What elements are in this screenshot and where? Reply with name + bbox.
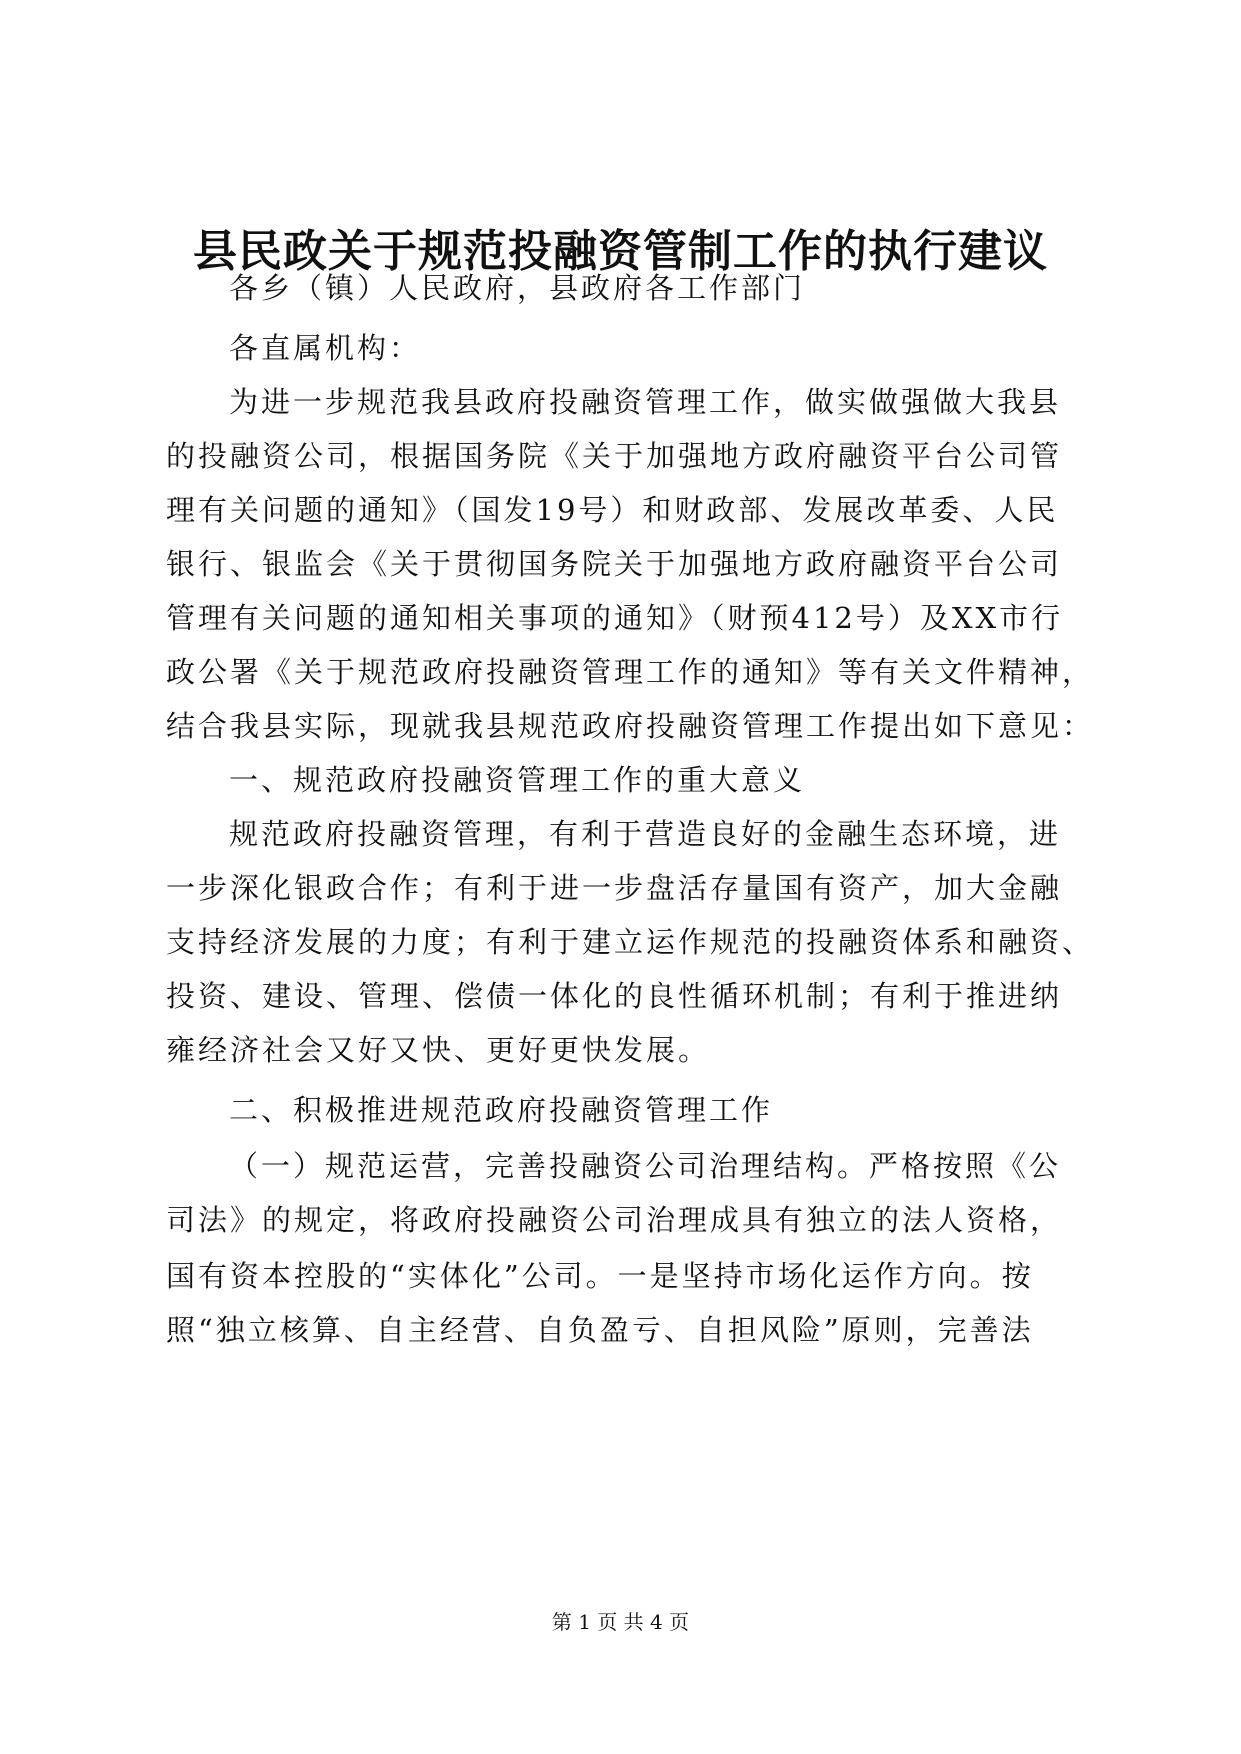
body-line: 照“独立核算、自主经营、自负盈亏、自担风险”原则，完善法 — [166, 1313, 1034, 1347]
body-line: 支持经济发展的力度；有利于建立运作规范的投融资体系和融资、 — [166, 925, 1095, 959]
addressee-line-2: 各直属机构： — [229, 331, 422, 365]
body-line: 司法》的规定，将政府投融资公司治理成具有独立的法人资格， — [166, 1203, 1063, 1237]
section-heading-1: 一、规范政府投融资管理工作的重大意义 — [229, 763, 806, 797]
body-line: 管理有关问题的通知相关事项的通知》（财预412号）及XX市行 — [166, 601, 1064, 635]
section-heading-2: 二、积极推进规范政府投融资管理工作 — [229, 1093, 774, 1127]
body-line: 一步深化银政合作；有利于进一步盘活存量国有资产，加大金融 — [166, 871, 1063, 905]
body-line: 结合我县实际，现就我县规范政府投融资管理工作提出如下意见： — [166, 709, 1095, 743]
body-line: （一）规范运营，完善投融资公司治理结构。严格按照《公 — [229, 1149, 1062, 1183]
body-line: 雍经济社会又好又快、更好更快发展。 — [166, 1033, 711, 1067]
body-line: 银行、银监会《关于贯彻国务院关于加强地方政府融资平台公司 — [166, 547, 1063, 581]
body-line: 政公署《关于规范政府投融资管理工作的通知》等有关文件精神， — [166, 655, 1095, 689]
body-line: 的投融资公司，根据国务院《关于加强地方政府融资平台公司管 — [166, 439, 1063, 473]
body-line: 投资、建设、管理、偿债一体化的良性循环机制；有利于推进纳 — [166, 979, 1063, 1013]
body-line: 理有关问题的通知》（国发19号）和财政部、发展改革委、人民 — [166, 493, 1059, 527]
body-line: 为进一步规范我县政府投融资管理工作，做实做强做大我县 — [229, 385, 1062, 419]
page-number-footer: 第 1 页 共 4 页 — [551, 1610, 690, 1634]
body-line: 国有资本控股的“实体化”公司。一是坚持市场化运作方向。按 — [166, 1259, 1034, 1293]
document-title: 县民政关于规范投融资管制工作的执行建议 — [193, 226, 1048, 277]
addressee-line-1: 各乡（镇）人民政府，县政府各工作部门 — [229, 271, 806, 305]
body-line: 规范政府投融资管理，有利于营造良好的金融生态环境，进 — [229, 817, 1062, 851]
